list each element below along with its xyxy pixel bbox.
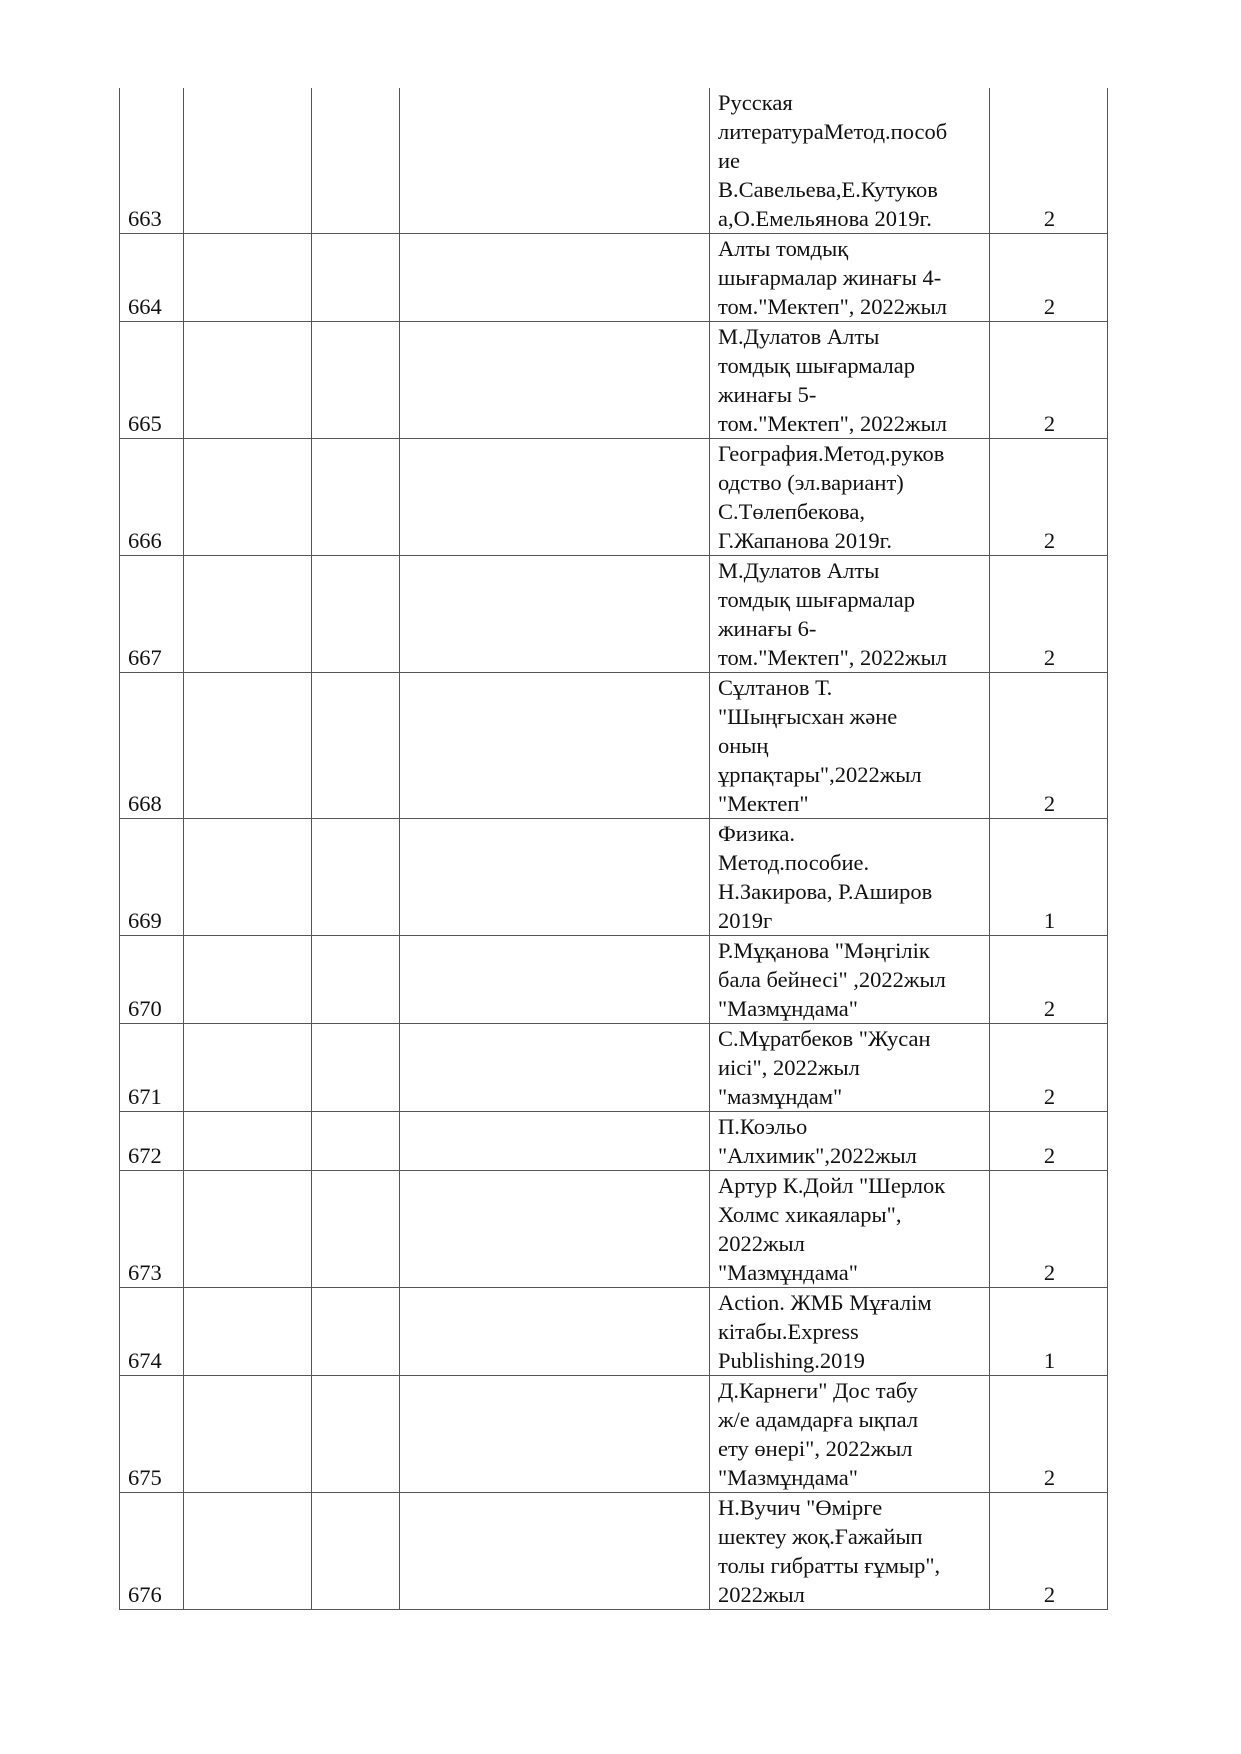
book-title-line: Физика. xyxy=(718,821,795,846)
book-title-line: "Мазмұндама" xyxy=(718,996,858,1021)
row-number: 674 xyxy=(128,1348,162,1373)
empty-cell xyxy=(184,322,312,439)
row-number-cell xyxy=(120,1288,184,1376)
table-row xyxy=(120,556,1108,673)
table-row xyxy=(120,1171,1108,1288)
book-title-line: ету өнері", 2022жыл xyxy=(718,1436,913,1461)
row-number-cell xyxy=(120,1171,184,1288)
book-title-line: Action. ЖМБ Мұғалім xyxy=(718,1290,932,1315)
quantity-cell xyxy=(990,1024,1108,1112)
book-title-line: В.Савельева,Е.Кутуков xyxy=(718,177,938,202)
book-title-line: кітабы.Express xyxy=(718,1319,859,1344)
empty-cell xyxy=(184,1376,312,1493)
empty-cell xyxy=(400,322,710,439)
row-number-cell xyxy=(120,1112,184,1171)
table-row xyxy=(120,819,1108,936)
empty-cell xyxy=(312,673,400,819)
table-row xyxy=(120,1493,1108,1610)
empty-cell xyxy=(184,556,312,673)
row-number-cell xyxy=(120,819,184,936)
quantity-cell xyxy=(990,819,1108,936)
row-number-cell xyxy=(120,936,184,1024)
book-title-line: литератураМетод.пособ xyxy=(718,119,948,144)
row-number-cell xyxy=(120,556,184,673)
row-number: 671 xyxy=(128,1084,162,1109)
empty-cell xyxy=(400,88,710,234)
book-title-line: одство (эл.вариант) xyxy=(718,470,904,495)
book-title-line: С.Төлепбекова, xyxy=(718,499,865,524)
book-title-line: Н.Вучич "Өмірге xyxy=(718,1495,883,1520)
quantity-cell xyxy=(990,1493,1108,1610)
row-number-cell xyxy=(120,1376,184,1493)
empty-cell xyxy=(184,1024,312,1112)
quantity: 2 xyxy=(1043,1084,1056,1109)
empty-cell xyxy=(312,1171,400,1288)
row-number-cell xyxy=(120,1024,184,1112)
quantity: 2 xyxy=(1043,1143,1056,1168)
empty-cell xyxy=(184,673,312,819)
book-title-line: Н.Закирова, Р.Аширов xyxy=(718,879,933,904)
row-number: 672 xyxy=(128,1143,162,1168)
row-number: 676 xyxy=(128,1582,162,1607)
row-number-cell xyxy=(120,1493,184,1610)
row-number: 669 xyxy=(128,908,162,933)
quantity-cell xyxy=(990,673,1108,819)
row-number-cell xyxy=(120,322,184,439)
book-title-line: М.Дулатов Алты xyxy=(718,324,880,349)
quantity: 2 xyxy=(1043,996,1056,1021)
book-title-line: 2022жыл xyxy=(718,1231,805,1256)
quantity: 2 xyxy=(1043,206,1056,231)
book-title-line: томдық шығармалар xyxy=(718,587,916,612)
quantity: 2 xyxy=(1043,528,1056,553)
row-number-cell xyxy=(120,88,184,234)
empty-cell xyxy=(400,234,710,322)
book-title-line: жинағы 6- xyxy=(718,616,817,641)
book-title-line: Артур К.Дойл "Шерлок xyxy=(718,1173,946,1198)
quantity: 2 xyxy=(1043,1582,1056,1607)
quantity: 2 xyxy=(1043,411,1056,436)
empty-cell xyxy=(400,1376,710,1493)
table-row xyxy=(120,1024,1108,1112)
quantity-cell xyxy=(990,88,1108,234)
row-number: 663 xyxy=(128,206,162,231)
book-title-line: Русская xyxy=(718,90,793,115)
empty-cell xyxy=(312,1024,400,1112)
empty-cell xyxy=(184,234,312,322)
empty-cell xyxy=(400,936,710,1024)
book-title-line: шығармалар жинағы 4- xyxy=(718,265,942,290)
empty-cell xyxy=(312,1112,400,1171)
quantity: 2 xyxy=(1043,1465,1056,1490)
book-title-line: 2019г xyxy=(718,908,773,933)
book-title-cell xyxy=(710,1112,990,1171)
empty-cell xyxy=(312,439,400,556)
book-title-line: том."Мектеп", 2022жыл xyxy=(718,294,947,319)
quantity: 2 xyxy=(1043,791,1056,816)
book-title-line: "Алхимик",2022жыл xyxy=(718,1143,917,1168)
quantity: 1 xyxy=(1043,1348,1056,1373)
book-title-line: М.Дулатов Алты xyxy=(718,558,880,583)
quantity-cell xyxy=(990,1376,1108,1493)
book-title-cell xyxy=(710,673,990,819)
book-title-cell xyxy=(710,322,990,439)
table-row xyxy=(120,322,1108,439)
empty-cell xyxy=(400,819,710,936)
empty-cell xyxy=(184,936,312,1024)
table-row xyxy=(120,439,1108,556)
book-title-line: ұрпақтары",2022жыл xyxy=(718,762,922,787)
book-title-line: П.Коэльо xyxy=(718,1114,808,1139)
row-number: 675 xyxy=(128,1465,162,1490)
book-title-line: 2022жыл xyxy=(718,1582,805,1607)
book-title-line: оның xyxy=(718,733,769,758)
empty-cell xyxy=(400,1171,710,1288)
book-title-cell xyxy=(710,88,990,234)
empty-cell xyxy=(400,556,710,673)
book-title-cell xyxy=(710,936,990,1024)
book-title-line: бала бейнесі" ,2022жыл xyxy=(718,967,946,992)
empty-cell xyxy=(312,936,400,1024)
book-title-line: "мазмұндам" xyxy=(718,1084,843,1109)
table-row xyxy=(120,1288,1108,1376)
row-number: 665 xyxy=(128,411,162,436)
empty-cell xyxy=(312,556,400,673)
book-title-line: Холмс хикаялары", xyxy=(718,1202,902,1227)
book-title-line: География.Метод.руков xyxy=(718,441,945,466)
quantity-cell xyxy=(990,1171,1108,1288)
quantity: 2 xyxy=(1043,645,1056,670)
book-title-line: Г.Жапанова 2019г. xyxy=(718,528,892,553)
row-number-cell xyxy=(120,439,184,556)
row-number: 670 xyxy=(128,996,162,1021)
row-number-cell xyxy=(120,673,184,819)
book-title-line: том."Мектеп", 2022жыл xyxy=(718,645,947,670)
empty-cell xyxy=(184,1112,312,1171)
quantity: 2 xyxy=(1043,294,1056,319)
quantity: 2 xyxy=(1043,1260,1056,1285)
row-number: 668 xyxy=(128,791,162,816)
quantity-cell xyxy=(990,936,1108,1024)
empty-cell xyxy=(400,1024,710,1112)
quantity-cell xyxy=(990,439,1108,556)
empty-cell xyxy=(312,1288,400,1376)
book-title-line: Д.Карнеги" Дос табу xyxy=(718,1378,918,1403)
book-list-table xyxy=(119,88,1108,1610)
empty-cell xyxy=(184,1171,312,1288)
empty-cell xyxy=(400,1288,710,1376)
empty-cell xyxy=(400,1493,710,1610)
empty-cell xyxy=(400,439,710,556)
row-number: 666 xyxy=(128,528,162,553)
book-title-line: иісі", 2022жыл xyxy=(718,1055,860,1080)
table-row xyxy=(120,1376,1108,1493)
table-body xyxy=(120,88,1108,1610)
quantity: 1 xyxy=(1043,908,1056,933)
empty-cell xyxy=(312,819,400,936)
empty-cell xyxy=(312,88,400,234)
table-row xyxy=(120,673,1108,819)
empty-cell xyxy=(184,439,312,556)
empty-cell xyxy=(312,234,400,322)
row-number: 664 xyxy=(128,294,162,319)
book-title-line: "Мазмұндама" xyxy=(718,1465,858,1490)
empty-cell xyxy=(184,1288,312,1376)
book-title-line: томдық шығармалар xyxy=(718,353,916,378)
row-number: 667 xyxy=(128,645,162,670)
book-title-line: толы гибратты ғұмыр", xyxy=(718,1553,941,1578)
quantity-cell xyxy=(990,234,1108,322)
book-title-cell xyxy=(710,1493,990,1610)
book-title-line: а,О.Емельянова 2019г. xyxy=(718,206,932,231)
book-title-line: "Мектеп" xyxy=(718,791,809,816)
book-title-line: Сұлтанов Т. xyxy=(718,675,833,700)
book-title-line: ж/е адамдарға ықпал xyxy=(718,1407,919,1432)
empty-cell xyxy=(312,322,400,439)
empty-cell xyxy=(312,1493,400,1610)
book-title-line: С.Мұратбеков "Жусан xyxy=(718,1026,931,1051)
book-title-line: жинағы 5- xyxy=(718,382,817,407)
book-title-line: "Шыңғысхан және xyxy=(718,704,898,729)
book-title-line: ие xyxy=(718,148,741,173)
book-title-cell xyxy=(710,1288,990,1376)
quantity-cell xyxy=(990,1112,1108,1171)
table-row xyxy=(120,936,1108,1024)
book-title-line: Алты томдық xyxy=(718,236,849,261)
book-title-cell xyxy=(710,1171,990,1288)
quantity-cell xyxy=(990,556,1108,673)
book-title-cell xyxy=(710,439,990,556)
book-title-cell xyxy=(710,556,990,673)
book-title-line: Р.Мұқанова "Мәңгілік xyxy=(718,938,930,963)
book-title-line: том."Мектеп", 2022жыл xyxy=(718,411,947,436)
book-title-cell xyxy=(710,1024,990,1112)
empty-cell xyxy=(184,88,312,234)
empty-cell xyxy=(184,1493,312,1610)
book-title-cell xyxy=(710,819,990,936)
table-row xyxy=(120,88,1108,234)
book-title-line: шектеу жоқ.Ғажайып xyxy=(718,1524,923,1549)
book-title-line: Publishing.2019 xyxy=(718,1348,865,1373)
book-title-line: Метод.пособие. xyxy=(718,850,870,875)
quantity-cell xyxy=(990,1288,1108,1376)
row-number-cell xyxy=(120,234,184,322)
table-row xyxy=(120,1112,1108,1171)
row-number: 673 xyxy=(128,1260,162,1285)
empty-cell xyxy=(400,1112,710,1171)
empty-cell xyxy=(400,673,710,819)
empty-cell xyxy=(184,819,312,936)
book-title-cell xyxy=(710,1376,990,1493)
empty-cell xyxy=(312,1376,400,1493)
table-row xyxy=(120,234,1108,322)
book-title-line: "Мазмұндама" xyxy=(718,1260,858,1285)
book-title-cell xyxy=(710,234,990,322)
quantity-cell xyxy=(990,322,1108,439)
